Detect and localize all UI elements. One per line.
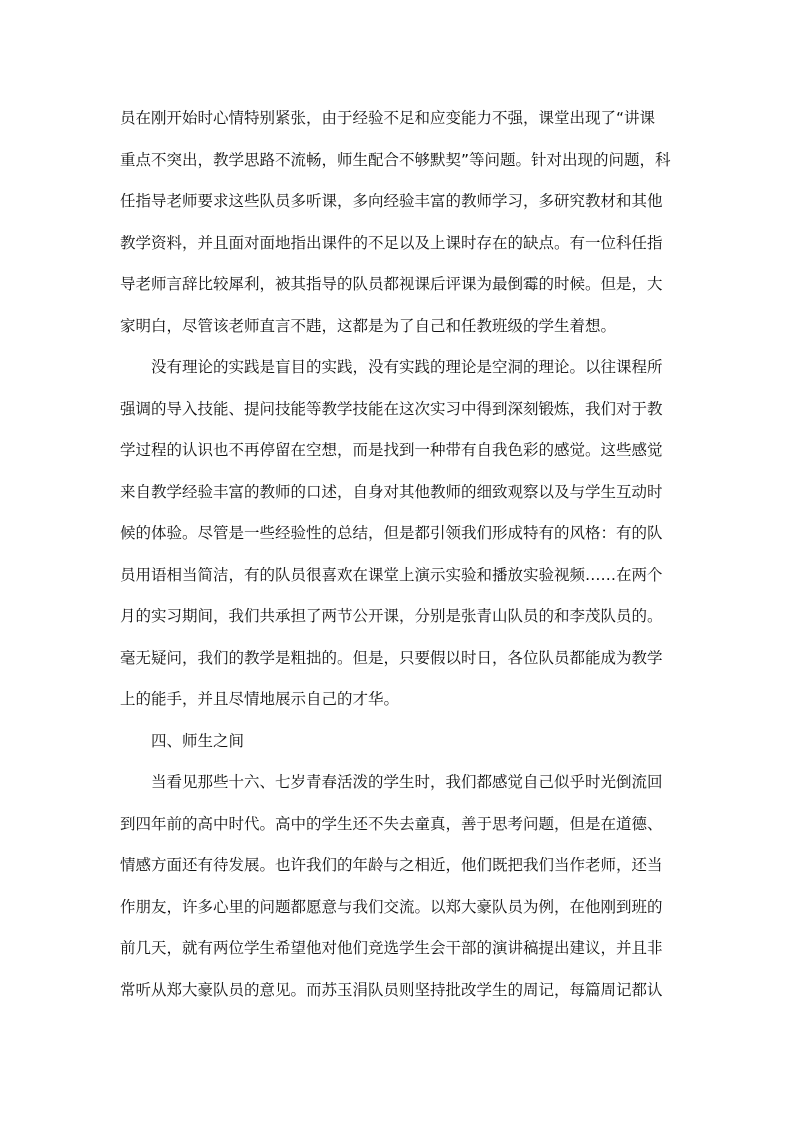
text-line: 导老师言辞比较犀利，被其指导的队员都视课后评课为最倒霉的时候。但是，大 (120, 275, 663, 293)
text-line: 前几天，就有两位学生希望他对他们竞选学生会干部的演讲稿提出建议，并且非 (120, 939, 663, 957)
text-line: 毫无疑问，我们的教学是粗拙的。但是，只要假以时日，各位队员都能成为教学 (120, 648, 663, 667)
text-line: 员在刚开始时心情特别紧张，由于经验不足和应变能力不强，课堂出现了“讲课 (120, 109, 656, 127)
paragraph-first-line: 当看见那些十六、七岁青春活泼的学生时，我们都感觉自己似乎时光倒流回 (151, 773, 663, 791)
text-line: 员用语相当简洁，有的队员很喜欢在课堂上演示实验和播放实验视频……在两个 (120, 565, 663, 584)
paragraph-first-line: 没有理论的实践是盲目的实践，没有实践的理论是空洞的理论。以往课程所 (151, 358, 663, 376)
text-line: 情感方面还有待发展。也许我们的年龄与之相近，他们既把我们当作老师，还当 (120, 856, 663, 874)
text-line: 常听从郑大豪队员的意见。而苏玉涓队员则坚持批改学生的周记，每篇周记都认 (120, 980, 663, 999)
text-line: 教学资料，并且面对面地指出课件的不足以及上课时存在的缺点。有一位科任指 (120, 233, 663, 252)
text-line: 家明白，尽管该老师直言不韪，这都是为了自己和任教班级的学生着想。 (120, 316, 617, 335)
text-line: 作朋友，许多心里的问题都愿意与我们交流。以郑大豪队员为例，在他刚到班的 (120, 897, 663, 916)
section-heading: 四、师生之间 (151, 731, 245, 750)
body-text (120, 98, 682, 1011)
text-line: 到四年前的高中时代。高中的学生还不失去童真，善于思考问题，但是在道德、 (120, 814, 663, 833)
text-line: 上的能手，并且尽情地展示自己的才华。 (120, 690, 400, 708)
text-line: 候的体验。尽管是一些经验性的总结，但是都引领我们形成特有的风格：有的队 (120, 524, 663, 542)
text-line: 月的实习期间，我们共承担了两节公开课，分别是张青山队员的和李茂队员的。 (120, 607, 663, 625)
text-line: 任指导老师要求这些队员多听课，多向经验丰富的教师学习，多研究教材和其他 (120, 192, 663, 210)
text-line: 学过程的认识也不再停留在空想，而是找到一种带有自我色彩的感觉。这些感觉 (120, 441, 663, 459)
text-line: 强调的导入技能、提问技能等教学技能在这次实习中得到深刻锻炼，我们对于教 (120, 399, 663, 418)
text-line: 重点不突出，教学思路不流畅，师生配合不够默契”等问题。针对出现的问题，科 (120, 150, 671, 169)
text-line: 来自教学经验丰富的教师的口述，自身对其他教师的细致观察以及与学生互动时 (120, 482, 663, 501)
